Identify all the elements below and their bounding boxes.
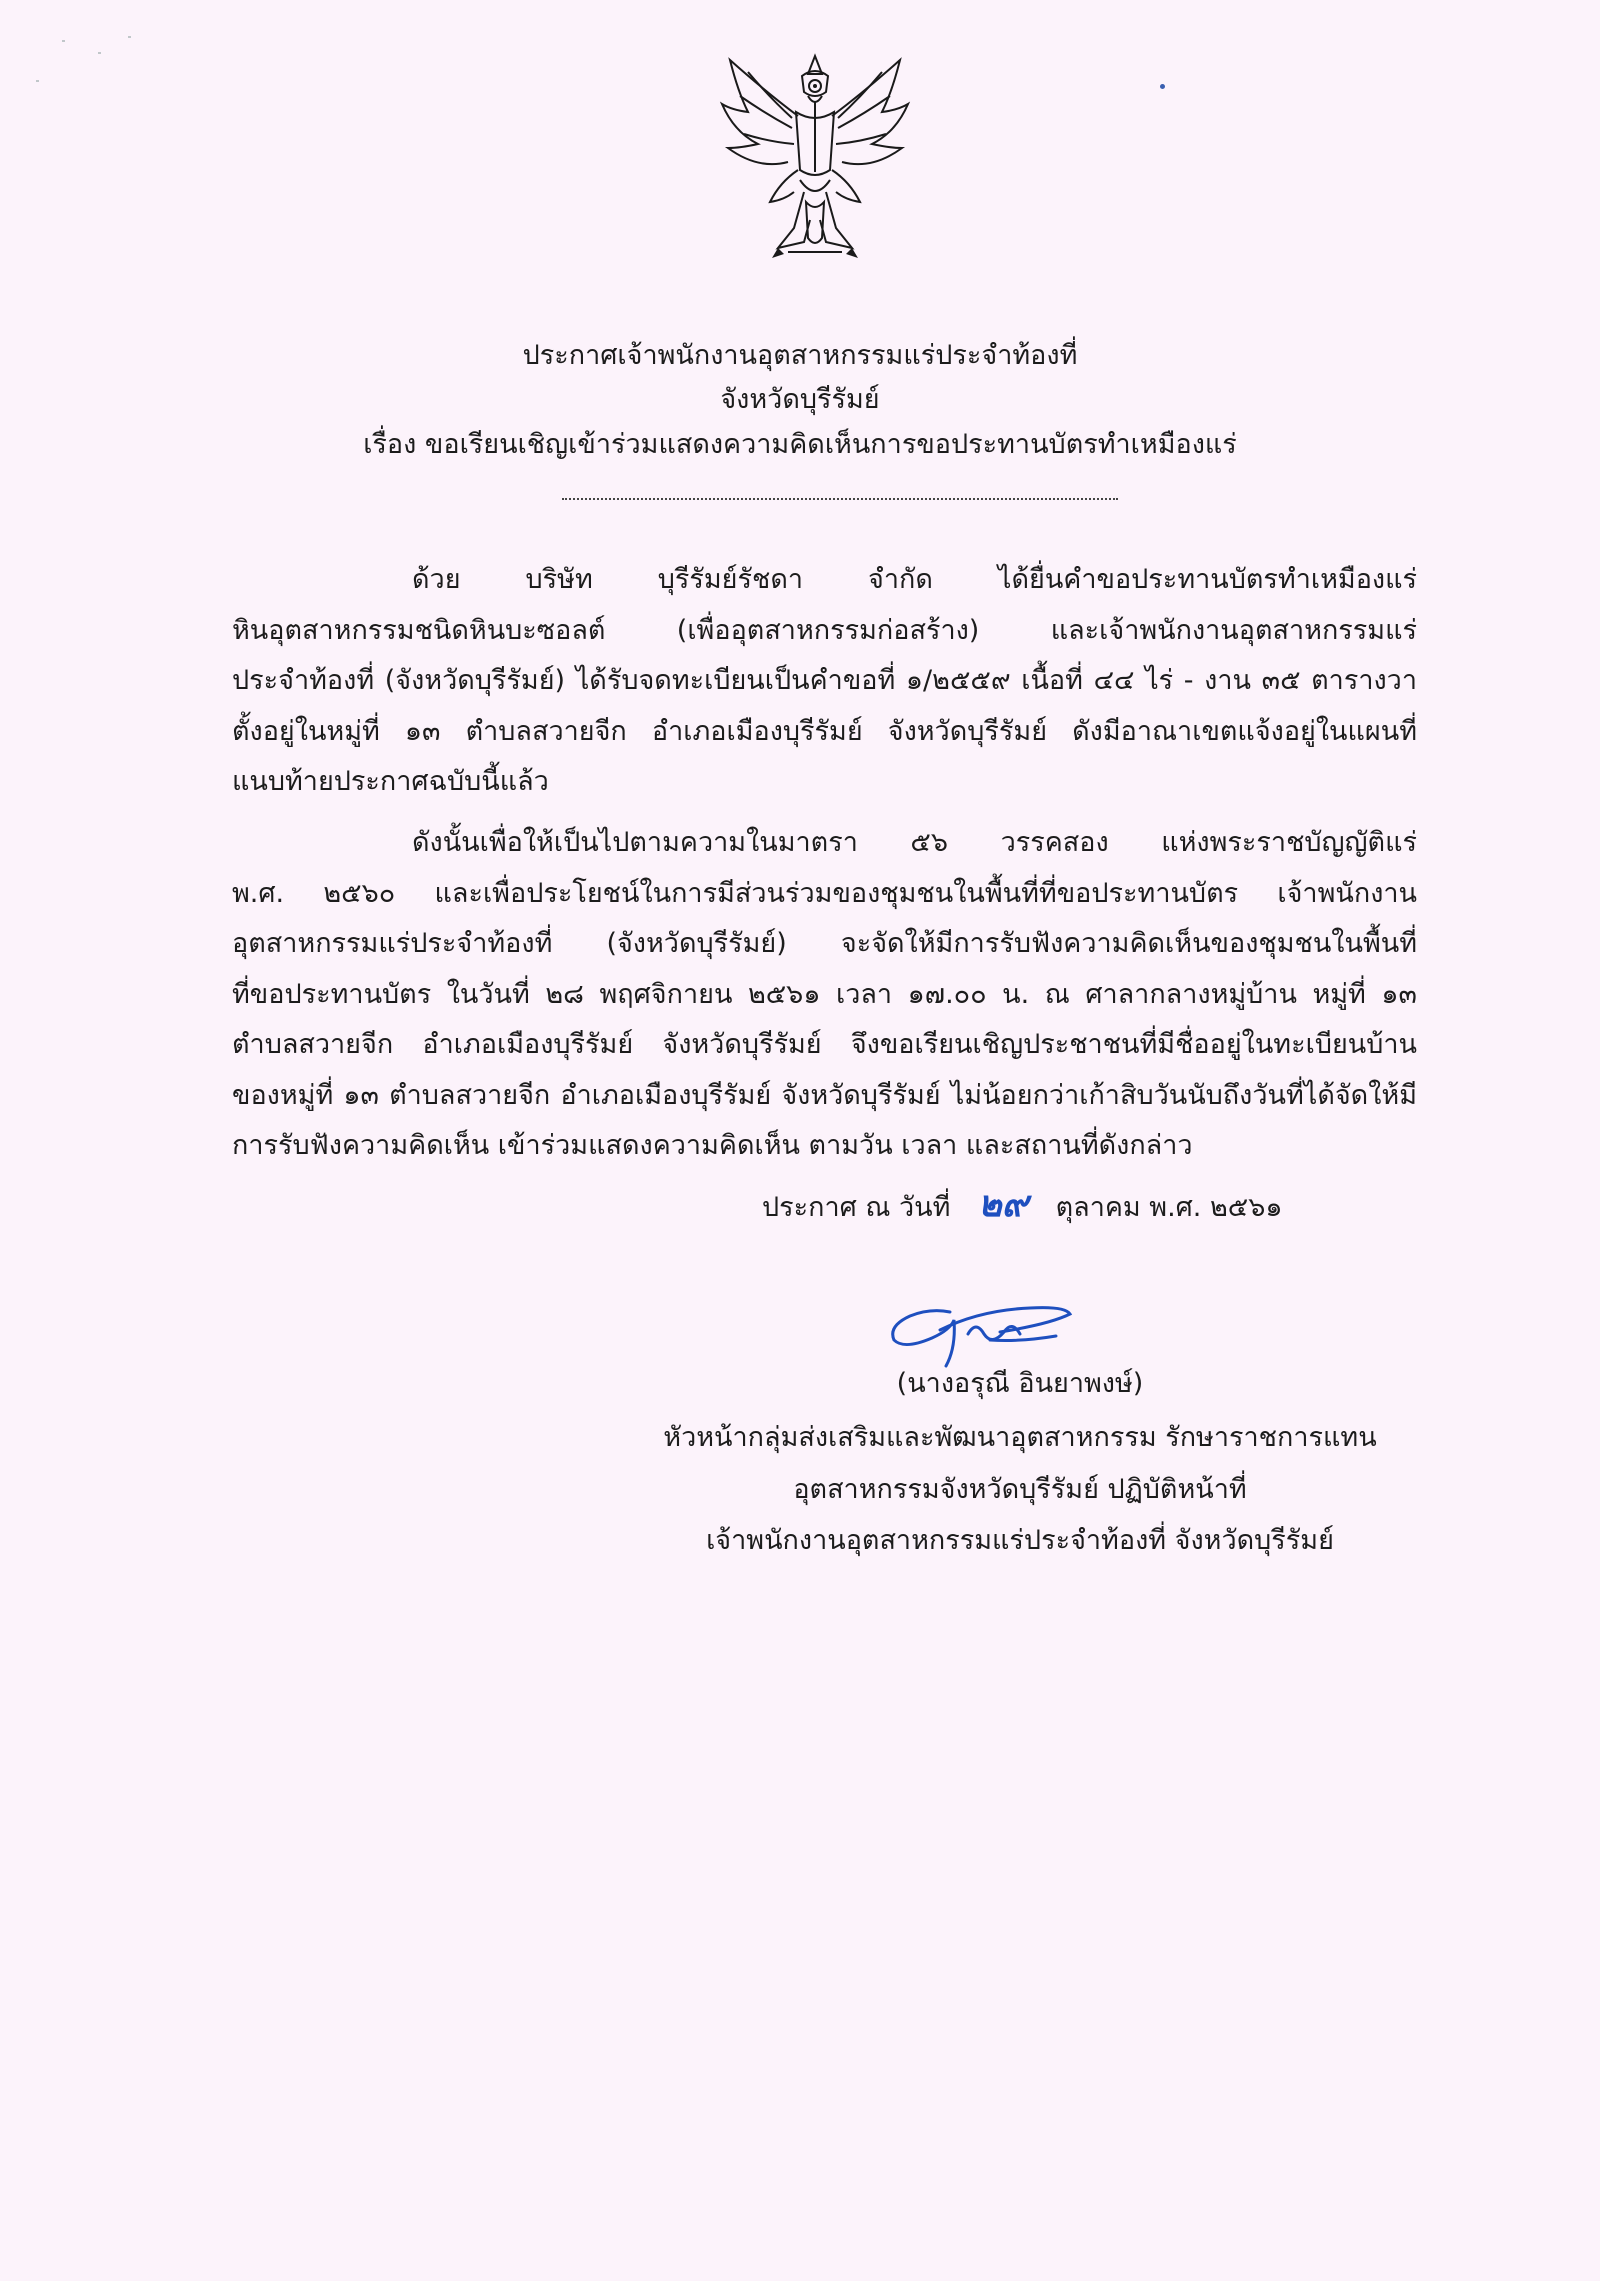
signatory-position-2: อุตสาหกรรมจังหวัดบุรีรัมย์ ปฏิบัติหน้าที่ <box>793 1474 1247 1505</box>
paragraph-line: ดังนั้นเพื่อให้เป็นไปตามความในมาตรา ๕๖ วรรคสอง แห่งพระราชบัญญัติแร่ <box>412 827 1417 858</box>
signatory-position-1: หัวหน้ากลุ่มส่งเสริมและพัฒนาอุตสาหกรรม รักษาราชการแทน <box>663 1422 1377 1453</box>
dotted-divider <box>562 498 1118 500</box>
paragraph-line: การรับฟังความคิดเห็น เข้าร่วมแสดงความคิดเห็น ตามวัน เวลา และสถานที่ดังกล่าว <box>232 1130 1193 1161</box>
date-suffix: ตุลาคม พ.ศ. ๒๕๖๑ <box>1055 1192 1283 1223</box>
paragraph-line: ที่ขอประทานบัตร ในวันที่ ๒๘ พฤศจิกายน ๒๕๖๑ เวลา ๑๗.๐๐ น. ณ ศาลากลางหมู่บ้าน หมู่ที่ ๑๓ <box>232 978 1417 1010</box>
paragraph-line: พ.ศ. ๒๕๖๐ และเพื่อประโยชน์ในการมีส่วนร่วมของชุมชนในพื้นที่ที่ขอประทานบัตร เจ้าพนักงาน <box>232 877 1417 909</box>
paragraph-line: ประจำท้องที่ (จังหวัดบุรีรัมย์) ได้รับจดทะเบียนเป็นคำขอที่ ๑/๒๕๕๙ เนื้อที่ ๔๔ ไร่ - งาน ๓๕ ตารางวา <box>232 665 1417 696</box>
ink-dot <box>1160 84 1165 89</box>
paragraph-2 <box>232 818 1417 1172</box>
scan-speck <box>62 40 65 42</box>
paragraph-line: อุตสาหกรรมแร่ประจำท้องที่ (จังหวัดบุรีรัมย์) จะจัดให้มีการรับฟังความคิดเห็นของชุมชนในพื้นที่ <box>232 928 1417 959</box>
scan-speck <box>98 52 101 54</box>
signature-icon <box>880 1290 1080 1370</box>
paragraph-line: ตั้งอยู่ในหมู่ที่ ๑๓ ตำบลสวายจีก อำเภอเมืองบุรีรัมย์ จังหวัดบุรีรัมย์ ดังมีอาณาเขตแจ้งอยู่ในแผนที่ <box>232 715 1417 747</box>
handwritten-day: ๒๙ <box>977 1184 1029 1225</box>
title-line-2: จังหวัดบุรีรัมย์ <box>720 384 880 415</box>
signatory-name: (นางอรุณี อินยาพงษ์) <box>896 1368 1144 1399</box>
subject-line: เรื่อง ขอเรียนเชิญเข้าร่วมแสดงความคิดเห็นการขอประทานบัตรทำเหมืองแร่ <box>363 429 1237 460</box>
garuda-emblem-icon <box>718 52 912 264</box>
paragraph-line: ด้วย บริษัท บุรีรัมย์รัชดา จำกัด ได้ยื่นคำขอประทานบัตรทำเหมืองแร่ <box>412 564 1417 595</box>
paragraph-line: ของหมู่ที่ ๑๓ ตำบลสวายจีก อำเภอเมืองบุรีรัมย์ จังหวัดบุรีรัมย์ ไม่น้อยกว่าเก้าสิบวันนับถึงวันที่ได้จัดให้มี <box>232 1079 1417 1111</box>
date-prefix: ประกาศ ณ วันที่ <box>762 1192 951 1223</box>
announcement-date <box>762 1183 1283 1230</box>
paragraph-1 <box>232 555 1417 808</box>
paragraph-line: ตำบลสวายจีก อำเภอเมืองบุรีรัมย์ จังหวัดบุรีรัมย์ จึงขอเรียนเชิญประชาชนที่มีชื่ออยู่ในทะเบียนบ้าน <box>232 1029 1417 1060</box>
scan-speck <box>128 36 131 38</box>
signatory-position-3: เจ้าพนักงานอุตสาหกรรมแร่ประจำท้องที่ จังหวัดบุรีรัมย์ <box>706 1525 1334 1556</box>
title-line-1: ประกาศเจ้าพนักงานอุตสาหกรรมแร่ประจำท้องที่ <box>522 340 1078 371</box>
paragraph-line: หินอุตสาหกรรมชนิดหินบะซอลต์ (เพื่ออุตสาหกรรมก่อสร้าง) และเจ้าพนักงานอุตสาหกรรมแร่ <box>232 614 1417 646</box>
paragraph-line: แนบท้ายประกาศฉบับนี้แล้ว <box>232 766 549 797</box>
scan-speck <box>36 80 39 82</box>
